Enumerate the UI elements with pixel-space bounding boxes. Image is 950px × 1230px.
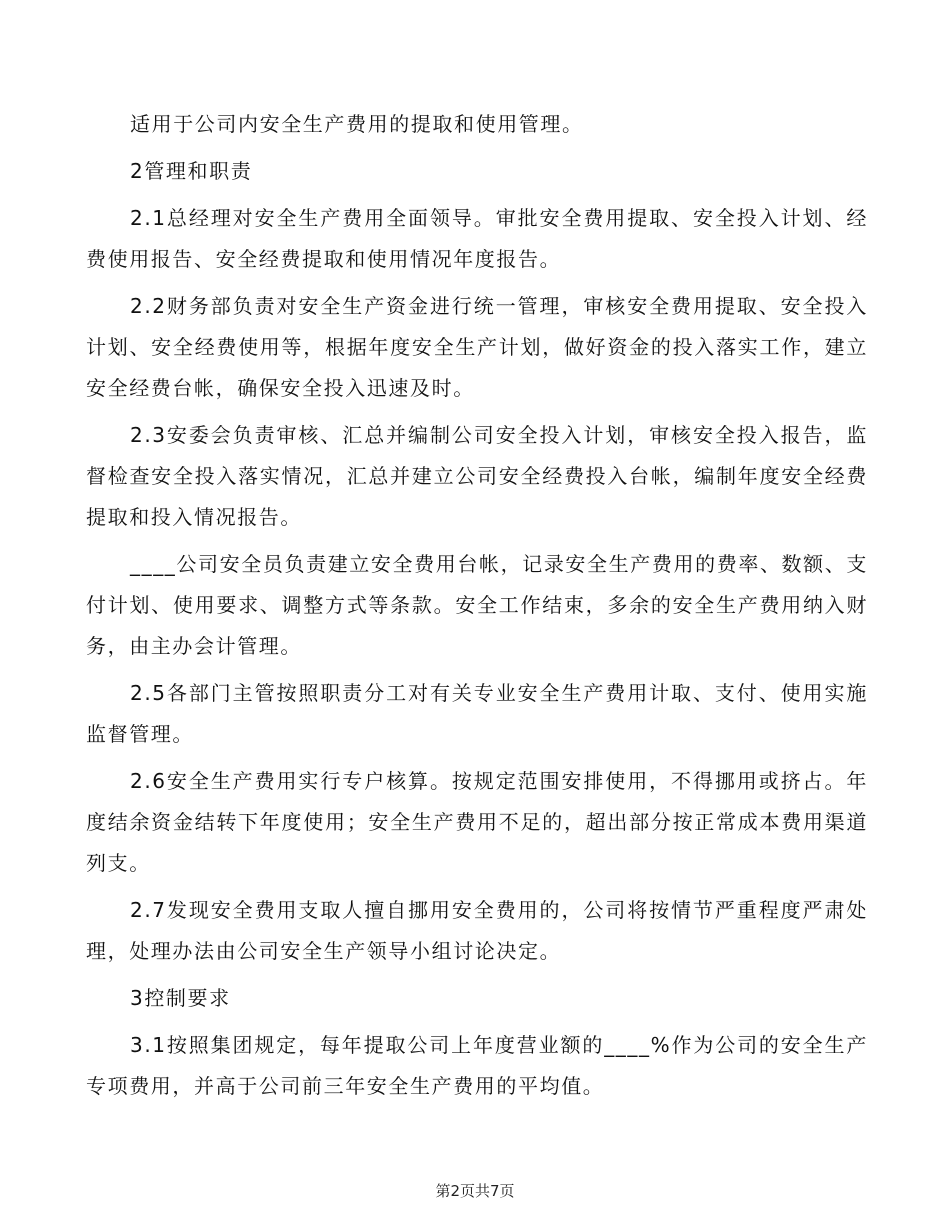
paragraph-2-4: ____公司安全员负责建立安全费用台帐，记录安全生产费用的费率、数额、支付计划、使用要求、调整方式等条款。安全工作结束，多余的安全生产费用纳入财务，由主办会计管理。: [86, 552, 868, 658]
section-heading-management: 2管理和职责: [130, 159, 253, 183]
paragraph-2-6: 2.6安全生产费用实行专户核算。按规定范围安排使用，不得挪用或挤占。年度结余资金结转下年度使用；安全生产费用不足的，超出部分按正常成本费用渠道列支。: [86, 769, 868, 875]
paragraph-2-7: 2.7发现安全费用支取人擅自挪用安全费用的，公司将按情节严重程度严肃处理，处理办法由公司安全生产领导小组讨论决定。: [86, 898, 868, 963]
paragraph-2-2: 2.2财务部负责对安全生产资金进行统一管理，审核安全费用提取、安全投入计划、安全经费使用等，根据年度安全生产计划，做好资金的投入落实工作，建立安全经费台帐，确保安全投入迅速及时。: [86, 294, 868, 400]
paragraph-3-1: 3.1按照集团规定，每年提取公司上年度营业额的____%作为公司的安全生产专项费用，并高于公司前三年安全生产费用的平均值。: [86, 1033, 868, 1098]
paragraph-2-3: 2.3安委会负责审核、汇总并编制公司安全投入计划，审核安全投入报告，监督检查安全投入落实情况，汇总并建立公司安全经费投入台帐，编制年度安全经费提取和投入情况报告。: [86, 423, 868, 529]
page-number-footer: 第2页共7页: [435, 1182, 515, 1200]
paragraph-2-1: 2.1总经理对安全生产费用全面领导。审批安全费用提取、安全投入计划、经费使用报告、安全经费提取和使用情况年度报告。: [86, 206, 868, 271]
document-body: [86, 104, 868, 1113]
section-heading-control: 3控制要求: [130, 986, 231, 1010]
paragraph-scope: 适用于公司内安全生产费用的提取和使用管理。: [130, 112, 584, 136]
paragraph-2-5: 2.5各部门主管按照职责分工对有关专业安全生产费用计取、支付、使用实施监督管理。: [86, 681, 868, 746]
